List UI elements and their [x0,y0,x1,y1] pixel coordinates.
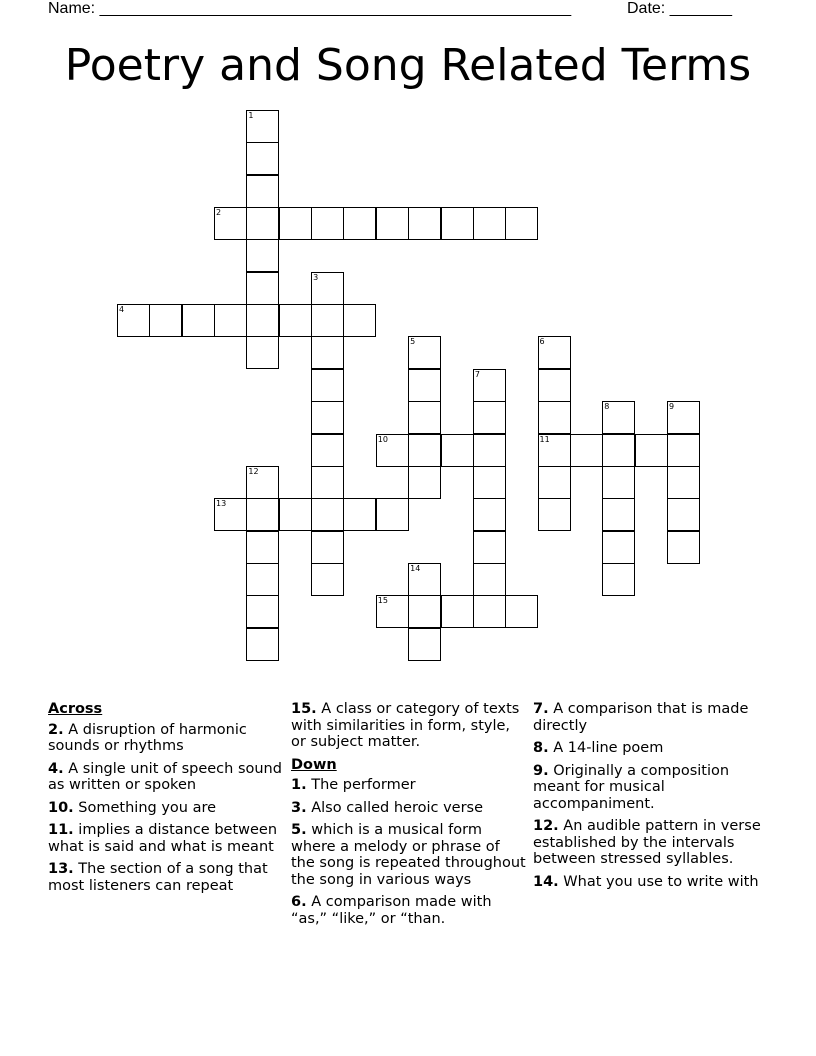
clue-across-10: 10. Something you are [48,799,217,816]
cell-number: 7 [474,369,480,379]
crossword-cell[interactable] [538,401,571,434]
clue-down-8: 8. A 14-line poem [533,740,664,756]
cell-number: 1 [248,111,254,120]
down-heading: Down [291,756,337,773]
clue-down-7: 7. A comparison that is made directly [533,701,749,734]
crossword-cell[interactable] [602,466,635,499]
crossword-cell[interactable] [408,628,441,661]
crossword-cell[interactable] [376,434,409,467]
crossword-cell[interactable] [246,563,279,596]
crossword-cell[interactable] [667,466,700,499]
crossword-cell[interactable] [311,498,344,531]
crossword-cell[interactable] [538,466,571,499]
cell-number: 5 [410,337,416,347]
crossword-cell[interactable] [246,272,279,305]
crossword-cell[interactable] [408,207,441,240]
clue-across-15: 15. A class or category of texts with similarities in form, style, or subject matter. [291,701,520,750]
crossword-cell[interactable] [667,498,700,531]
clues-column-1 [48,701,284,900]
cell-number: 9 [668,402,675,412]
crossword-cell[interactable] [311,531,344,564]
clue-across-11: 11. implies a distance between what is said and what is meant [48,822,278,855]
crossword-cell[interactable] [343,207,376,240]
crossword-cell[interactable] [602,434,635,467]
crossword-cell[interactable] [246,595,279,628]
crossword-cell[interactable] [279,304,312,337]
cell-number: 2 [216,208,222,218]
clue-down-14: 14. What you use to write with [533,873,759,890]
crossword-cell[interactable] [311,207,344,240]
cell-number: 3 [313,272,319,282]
crossword-cell[interactable] [246,239,279,272]
crossword-cell[interactable] [246,142,279,175]
cell-number: 10 [377,434,388,444]
crossword-cell[interactable] [246,466,279,499]
crossword-cell[interactable] [311,336,344,369]
clue-down-5: 5. which is a musical form where a melody or phrase of the song is repeated throughout the song in various ways [291,822,526,888]
crossword-cell[interactable] [473,595,506,628]
crossword-cell[interactable] [343,304,376,337]
crossword-cell[interactable] [311,304,344,337]
cell-number: 15 [377,596,388,606]
crossword-cell[interactable] [473,498,506,531]
crossword-cell[interactable] [538,369,571,402]
crossword-cell[interactable] [279,207,312,240]
crossword-cell[interactable] [214,498,247,531]
name-line: Name: _____________________________________________________ [48,0,572,17]
date-line: Date: _______ [627,0,732,17]
crossword-cell[interactable] [246,336,279,369]
crossword-cell[interactable] [667,531,700,564]
crossword-cell[interactable] [246,110,279,143]
crossword-cell[interactable] [311,466,344,499]
cell-number: 8 [604,402,610,412]
crossword-cell[interactable] [408,466,441,499]
crossword-cell[interactable] [376,595,409,628]
crossword-cell[interactable] [667,434,700,467]
crossword-cell[interactable] [376,207,409,240]
crossword-cell[interactable] [635,434,668,467]
clue-across-13: 13. The section of a song that most listeners can repeat [48,861,268,894]
clues-column-3 [533,701,769,896]
crossword-cell[interactable] [602,563,635,596]
clue-down-12: 12. An audible pattern in verse established by the intervals between stressed syllables. [533,818,761,867]
crossword-cell[interactable] [473,369,506,402]
crossword-cell[interactable] [408,336,441,369]
crossword-cell[interactable] [408,401,441,434]
cell-number: 4 [119,305,125,315]
crossword-cell[interactable] [538,336,571,369]
across-heading: Across [48,701,103,717]
crossword-cell[interactable] [311,401,344,434]
crossword-cell[interactable] [667,401,700,434]
clue-down-3: 3. Also called heroic verse [291,799,484,816]
crossword-cell[interactable] [311,272,344,305]
crossword-cell[interactable] [473,434,506,467]
crossword-cell[interactable] [311,369,344,402]
cell-number: 12 [248,466,259,476]
crossword-cell[interactable] [441,434,474,467]
crossword-cell[interactable] [117,304,150,337]
clue-across-4: 4. A single unit of speech sound as written or spoken [48,760,282,793]
crossword-cell[interactable] [505,207,538,240]
crossword-cell[interactable] [408,595,441,628]
cell-number: 6 [539,337,545,347]
crossword-cell[interactable] [570,434,603,467]
page-title: Poetry and Song Related Terms [64,40,752,91]
crossword-cell[interactable] [602,401,635,434]
crossword-cell[interactable] [408,434,441,467]
crossword-cell[interactable] [246,531,279,564]
crossword-cell[interactable] [473,563,506,596]
crossword-cell[interactable] [408,369,441,402]
crossword-cell[interactable] [473,531,506,564]
crossword-cell[interactable] [441,207,474,240]
crossword-cell[interactable] [473,466,506,499]
crossword-cell[interactable] [408,563,441,596]
crossword-cell[interactable] [311,434,344,467]
crossword-cell[interactable] [246,175,279,208]
crossword-cell[interactable] [473,401,506,434]
crossword-cell[interactable] [376,498,409,531]
clue-down-1: 1. The performer [291,777,416,793]
crossword-cell[interactable] [149,304,182,337]
clue-down-9: 9. Originally a composition meant for musical accompaniment. [533,762,730,812]
crossword-cell[interactable] [246,207,279,240]
crossword-cell[interactable] [182,304,215,337]
crossword-cell[interactable] [538,434,571,467]
cell-number: 13 [216,499,227,509]
crossword-cell[interactable] [473,207,506,240]
crossword-cell[interactable] [343,498,376,531]
clue-across-2: 2. A disruption of harmonic sounds or rhythms [48,721,247,754]
crossword-cell[interactable] [246,304,279,337]
crossword-cell[interactable] [602,498,635,531]
clue-down-6: 6. A comparison made with “as,” “like,” or “than. [291,894,492,927]
crossword-cell[interactable] [602,531,635,564]
crossword-cell[interactable] [214,304,247,337]
cell-number: 11 [539,434,550,444]
crossword-cell[interactable] [441,595,474,628]
crossword-cell[interactable] [505,595,538,628]
crossword-cell[interactable] [311,563,344,596]
crossword-cell[interactable] [214,207,247,240]
clues-column-2 [291,701,527,933]
crossword-cell[interactable] [279,498,312,531]
crossword-cell[interactable] [246,498,279,531]
crossword-cell[interactable] [246,628,279,661]
cell-number: 14 [410,563,421,573]
crossword-cell[interactable] [538,498,571,531]
